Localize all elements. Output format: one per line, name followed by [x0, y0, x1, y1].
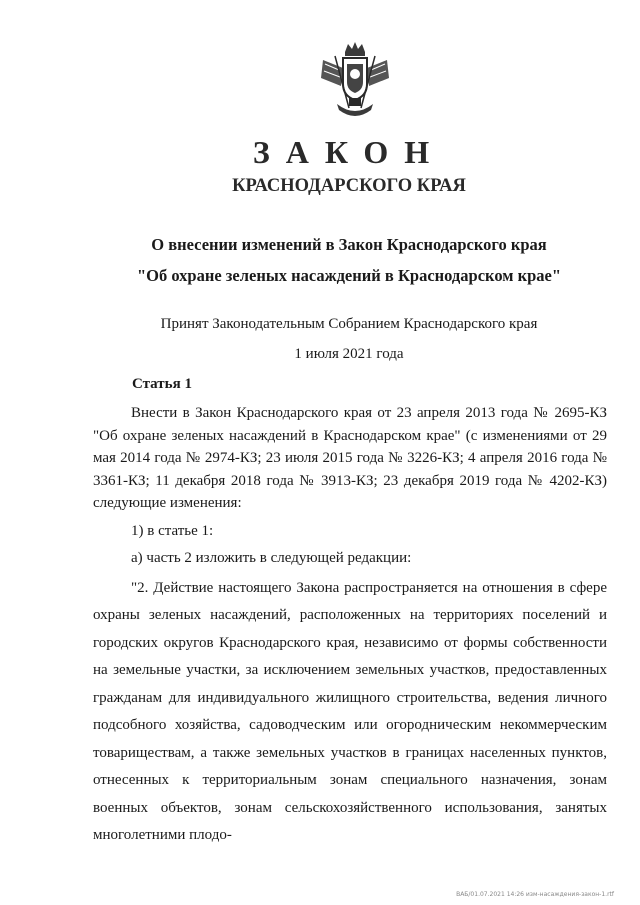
paragraph-item-1: 1) в статье 1: [131, 522, 214, 539]
adoption-date: 1 июля 2021 года [294, 346, 404, 362]
document-footer-code: ВАБ/01.07.2021 14:26 изм-насаждения-закон-1.rtf [456, 891, 614, 898]
adoption-line-1: Принят Законодательным Собранием Краснодарского края [160, 316, 538, 332]
adoption-info [0, 309, 640, 369]
paragraph-amendment-intro: Внести в Закон Краснодарского края от 23 апреля 2013 года № 2695-КЗ "Об охране зеленых насаждений в Краснодарском крае" (с изменениями от 29 мая 2014 года № 2974-КЗ; 23 июля 2015 года № 3226-КЗ; 4 апреля 2016 года № 3361-КЗ; 11 декабря 2018 года № 3913-КЗ; 23 декабря 2019 года № 4202-КЗ) следующие изменения: [93, 405, 607, 511]
paragraph-subitem-a: а) часть 2 изложить в следующей редакции: [131, 550, 412, 566]
coat-of-arms-icon [313, 38, 397, 122]
subject-line-1: О внесении изменений в Закон Краснодарского края [151, 235, 547, 254]
article-heading: Статья 1 [132, 376, 192, 392]
paragraph-new-text: "2. Действие настоящего Закона распространяется на отношения в сфере охраны зеленых насаждений, расположенных на территориях поселений и городских округов Краснодарского края, независимо от формы собственности на земельные участки, за исключением земельных участков, предоставленных гражданам для индивидуального жилищного строительства, ведения личного подсобного хозяйства, садоводческим или огородническим некоммерческим товариществам, а также земельных участков в границах населенных пунктов, отнесенных к территориальным зонам специального назначения, зонам военных объектов, зонам сельскохозяйственного использования, занятых многолетними плодо- [93, 579, 607, 843]
article-body [93, 402, 607, 850]
law-subject [0, 229, 640, 291]
law-title: ЗАКОН [252, 134, 446, 170]
subject-line-2: "Об охране зеленых насаждений в Краснодарском крае" [136, 266, 562, 285]
region-title: КРАСНОДАРСКОГО КРАЯ [232, 176, 466, 196]
